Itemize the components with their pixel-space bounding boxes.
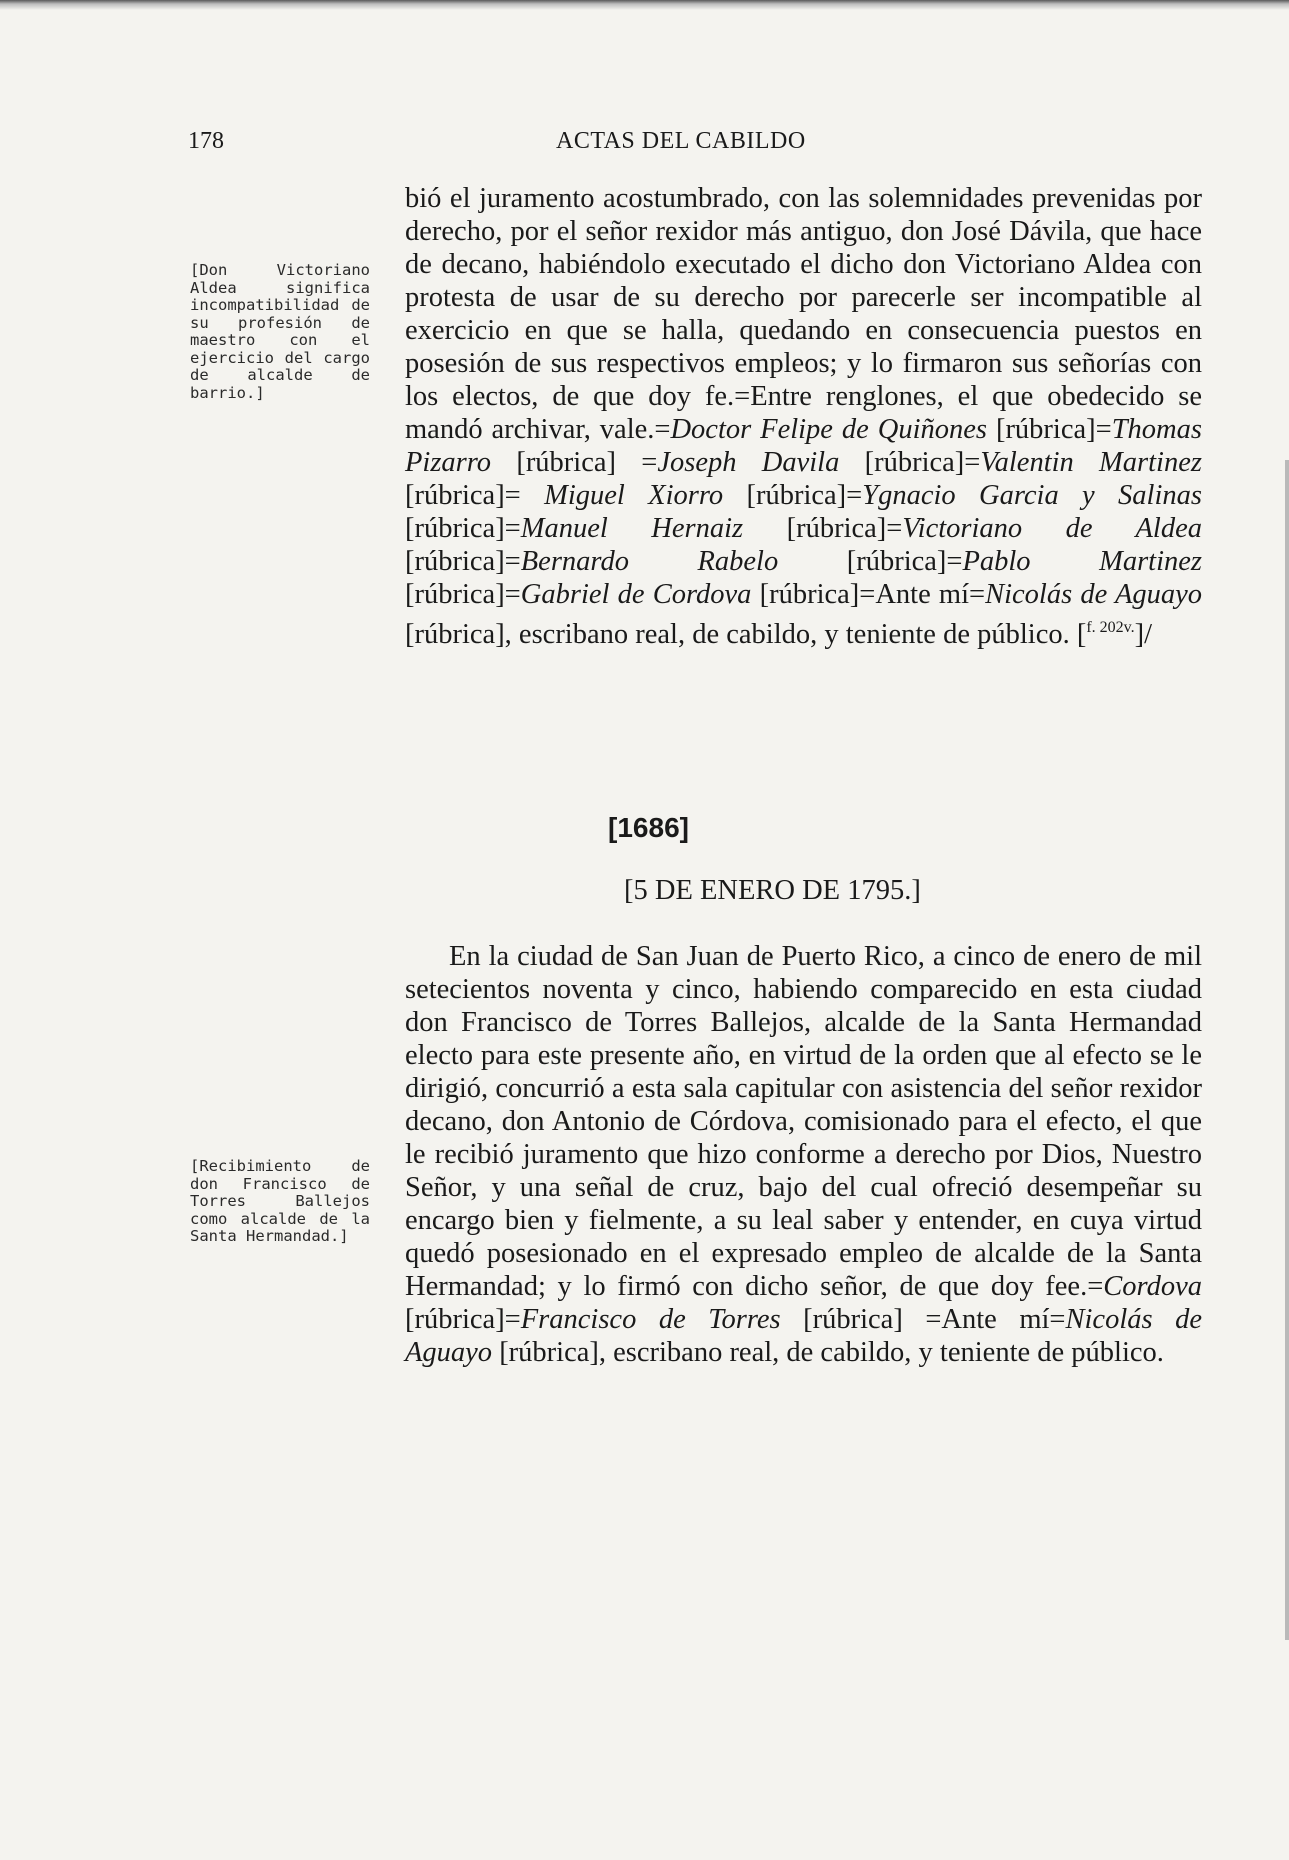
signature: Miguel Xiorro — [544, 480, 724, 511]
signature: Joseph Davila — [657, 447, 840, 478]
margin-note-torres: [Recibimiento de don Francisco de Torres Ballejos como alcalde de la Santa Hermandad.] — [190, 1157, 370, 1245]
signature: Cordova — [1103, 1271, 1202, 1302]
page-number: 178 — [188, 128, 224, 154]
margin-note-aldea: [Don Victoriano Aldea significa incompatibilidad de su profesión de maestro con el ejercicio del cargo de alcalde de barrio.] — [190, 261, 370, 402]
signature: Nicolás de Aguayo — [985, 579, 1202, 610]
signature: Victoriano de Aldea — [902, 513, 1202, 544]
folio-reference: f. 202v. — [1086, 619, 1135, 636]
document-date: [5 DE ENERO DE 1795.] — [624, 875, 921, 906]
running-title: ACTAS DEL CABILDO — [556, 128, 806, 154]
document-number: [1686] — [608, 812, 689, 843]
signature: Nicolás de Aguayo — [405, 1304, 1203, 1368]
page-right-edge — [1285, 460, 1289, 1640]
signature: Thomas Pizarro — [405, 414, 1202, 478]
signature: Francisco de Torres — [520, 1304, 781, 1335]
signature: Gabriel de Cordova — [520, 579, 752, 610]
signature: Valentin Martinez — [980, 447, 1202, 478]
act-paragraph: En la ciudad de San Juan de Puerto Rico, a cinco de enero de mil setecientos noventa y cinco, habiendo comparecido en esta ciudad don Francisco de Torres Ballejos, alcalde de la Santa Hermandad electo para este presente año, en virtud de la orden que al efecto se le dirigió, concurrió a esta sala capitular con asistencia del señor rexidor decano, don Antonio de Córdova, comisionado para el efecto, el que le recibió juramento que hizo conforme a derecho por Dios, Nuestro Señor, y una señal de cruz, bajo del cual ofreció desempeñar su encargo bien y fielmente, a su leal saber y entender, en cuya virtud quedó posesionado en el expresado empleo de alcalde de la Santa Hermandad; y lo firmó con dicho señor, de que doy fee.=Cordova [rúbrica]=Francisco de Torres [rúbrica] =Ante mí=Nicolás de Aguayo [rúbrica], escribano real, de cabildo, y teniente de público. — [405, 941, 1203, 1368]
signature: Ygnacio Garcia y Salinas — [862, 480, 1202, 511]
signature: Manuel Hernaiz — [520, 513, 744, 544]
act-continuation-paragraph: bió el juramento acostumbrado, con las solemnidades prevenidas por derecho, por el señor rexidor más antiguo, don José Dávila, que hace de decano, habiéndolo executado el dicho don Victoriano Aldea con protesta de usar de su derecho por parecerle ser incompatible al exercicio en que se halla, quedando en consecuencia puestos en posesión de sus respectivos empleos; y lo firmaron sus señorías con los electos, de que doy fe.=Entre renglones, el que obedecido se mandó archivar, vale.=Doctor Felipe de Quiñones [rúbrica]=Thomas Pizarro [rúbrica] =Joseph Davila [rúbrica]=Valentin Martinez [rúbrica]= Miguel Xiorro [rúbrica]=Ygnacio Garcia y Salinas [rúbrica]=Manuel Hernaiz [rúbrica]=Victoriano de Aldea [rúbrica]=Bernardo Rabelo [rúbrica]=Pablo Martinez [rúbrica]=Gabriel de Cordova [rúbrica]=Ante mí=Nicolás de Aguayo [rúbrica], escribano real, de cabildo, y teniente de público. [$^{f. 202v.}$]/ — [405, 183, 1202, 650]
signature: Pablo Martinez — [962, 546, 1202, 577]
page-top-edge — [0, 0, 1289, 10]
signature: Doctor Felipe de Quiñones — [670, 414, 987, 445]
signature: Bernardo Rabelo — [520, 546, 779, 577]
